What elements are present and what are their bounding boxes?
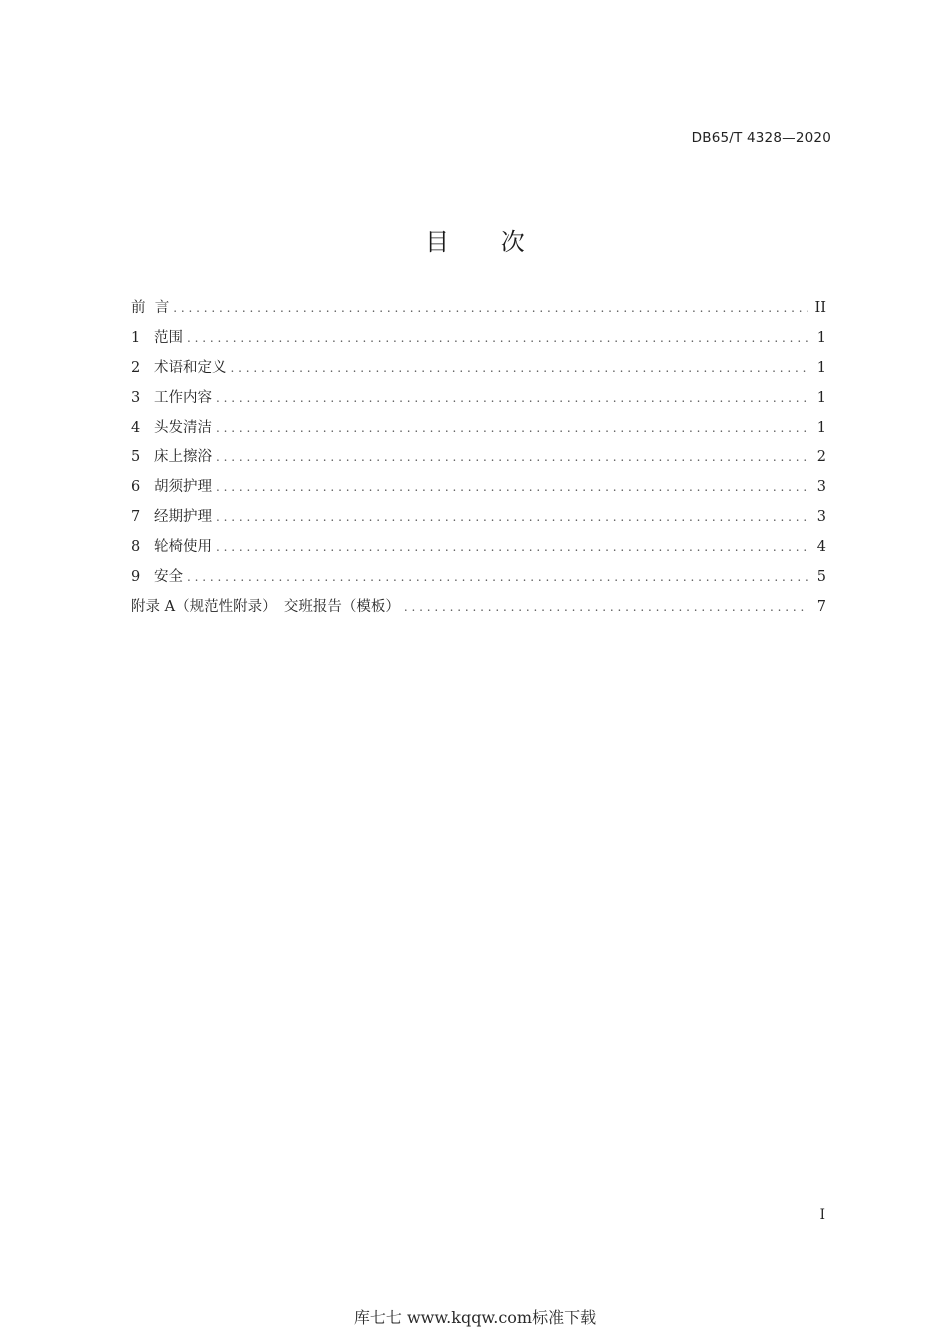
toc-entry-label: 床上擦浴 <box>154 449 212 466</box>
toc-leader-dots <box>231 361 809 375</box>
footer-watermark: 库七七 www.kqqw.com标准下载 <box>353 1308 597 1327</box>
toc-entry-number: 1 <box>131 329 141 346</box>
toc-entry-page: 1 <box>816 329 826 346</box>
standard-code: DB65/T 4328—2020 <box>691 130 831 146</box>
toc-entry-foreword[interactable] <box>131 296 828 326</box>
table-of-contents <box>131 296 828 625</box>
toc-title: 目 次 <box>425 228 547 256</box>
toc-entry-safety[interactable] <box>131 565 828 595</box>
toc-entry-number: 8 <box>131 539 141 556</box>
toc-leader-dots <box>173 301 808 315</box>
toc-entry-label: 工作内容 <box>154 389 212 406</box>
toc-entry-label: 经期护理 <box>154 509 212 526</box>
toc-entry-page: 2 <box>816 449 826 466</box>
toc-leader-dots <box>187 570 808 584</box>
toc-entry-label: 胡须护理 <box>154 479 212 496</box>
toc-leader-dots <box>216 480 808 494</box>
toc-entry-page: 3 <box>816 479 826 496</box>
toc-entry-label: 术语和定义 <box>154 359 227 376</box>
toc-entry-number: 9 <box>131 569 141 586</box>
toc-leader-dots <box>216 510 808 524</box>
toc-entry-number: 4 <box>131 419 141 436</box>
toc-entry-page: II <box>814 300 826 316</box>
toc-entry-wheelchair[interactable] <box>131 535 828 565</box>
toc-entry-beard-care[interactable] <box>131 475 828 505</box>
toc-leader-dots <box>404 600 808 614</box>
toc-entry-label: 头发清洁 <box>154 419 212 436</box>
toc-leader-dots <box>187 331 808 345</box>
toc-entry-work-content[interactable] <box>131 386 828 416</box>
toc-entry-number: 2 <box>131 359 141 376</box>
toc-entry-hair-cleaning[interactable] <box>131 416 828 446</box>
toc-entry-number: 5 <box>131 449 141 466</box>
toc-entry-appendix-a[interactable] <box>131 595 828 625</box>
toc-entry-number: 6 <box>131 479 141 496</box>
toc-leader-dots <box>216 450 808 464</box>
toc-entry-label: 前 言 <box>131 300 170 316</box>
toc-entry-page: 4 <box>816 539 826 556</box>
toc-entry-label: 安全 <box>154 569 183 586</box>
toc-entry-page: 3 <box>816 509 826 526</box>
toc-leader-dots <box>216 540 808 554</box>
toc-entry-menstrual-care[interactable] <box>131 505 828 535</box>
toc-entry-bed-bath[interactable] <box>131 445 828 475</box>
toc-entry-page: 1 <box>816 419 826 436</box>
toc-leader-dots <box>216 421 808 435</box>
toc-entry-page: 1 <box>816 389 826 406</box>
toc-entry-label: 轮椅使用 <box>154 539 212 556</box>
toc-entry-terms[interactable] <box>131 356 828 386</box>
toc-entry-page: 1 <box>816 359 826 376</box>
toc-entry-page: 7 <box>816 598 826 615</box>
toc-entry-number: 3 <box>131 389 141 406</box>
toc-entry-number: 7 <box>131 509 141 526</box>
toc-entry-label: 范围 <box>154 329 183 346</box>
toc-entry-scope[interactable] <box>131 326 828 356</box>
toc-leader-dots <box>216 391 808 405</box>
page-number: I <box>819 1207 825 1223</box>
toc-entry-page: 5 <box>816 569 826 586</box>
toc-entry-label: 附录 A（规范性附录） 交班报告（模板） <box>131 598 400 615</box>
